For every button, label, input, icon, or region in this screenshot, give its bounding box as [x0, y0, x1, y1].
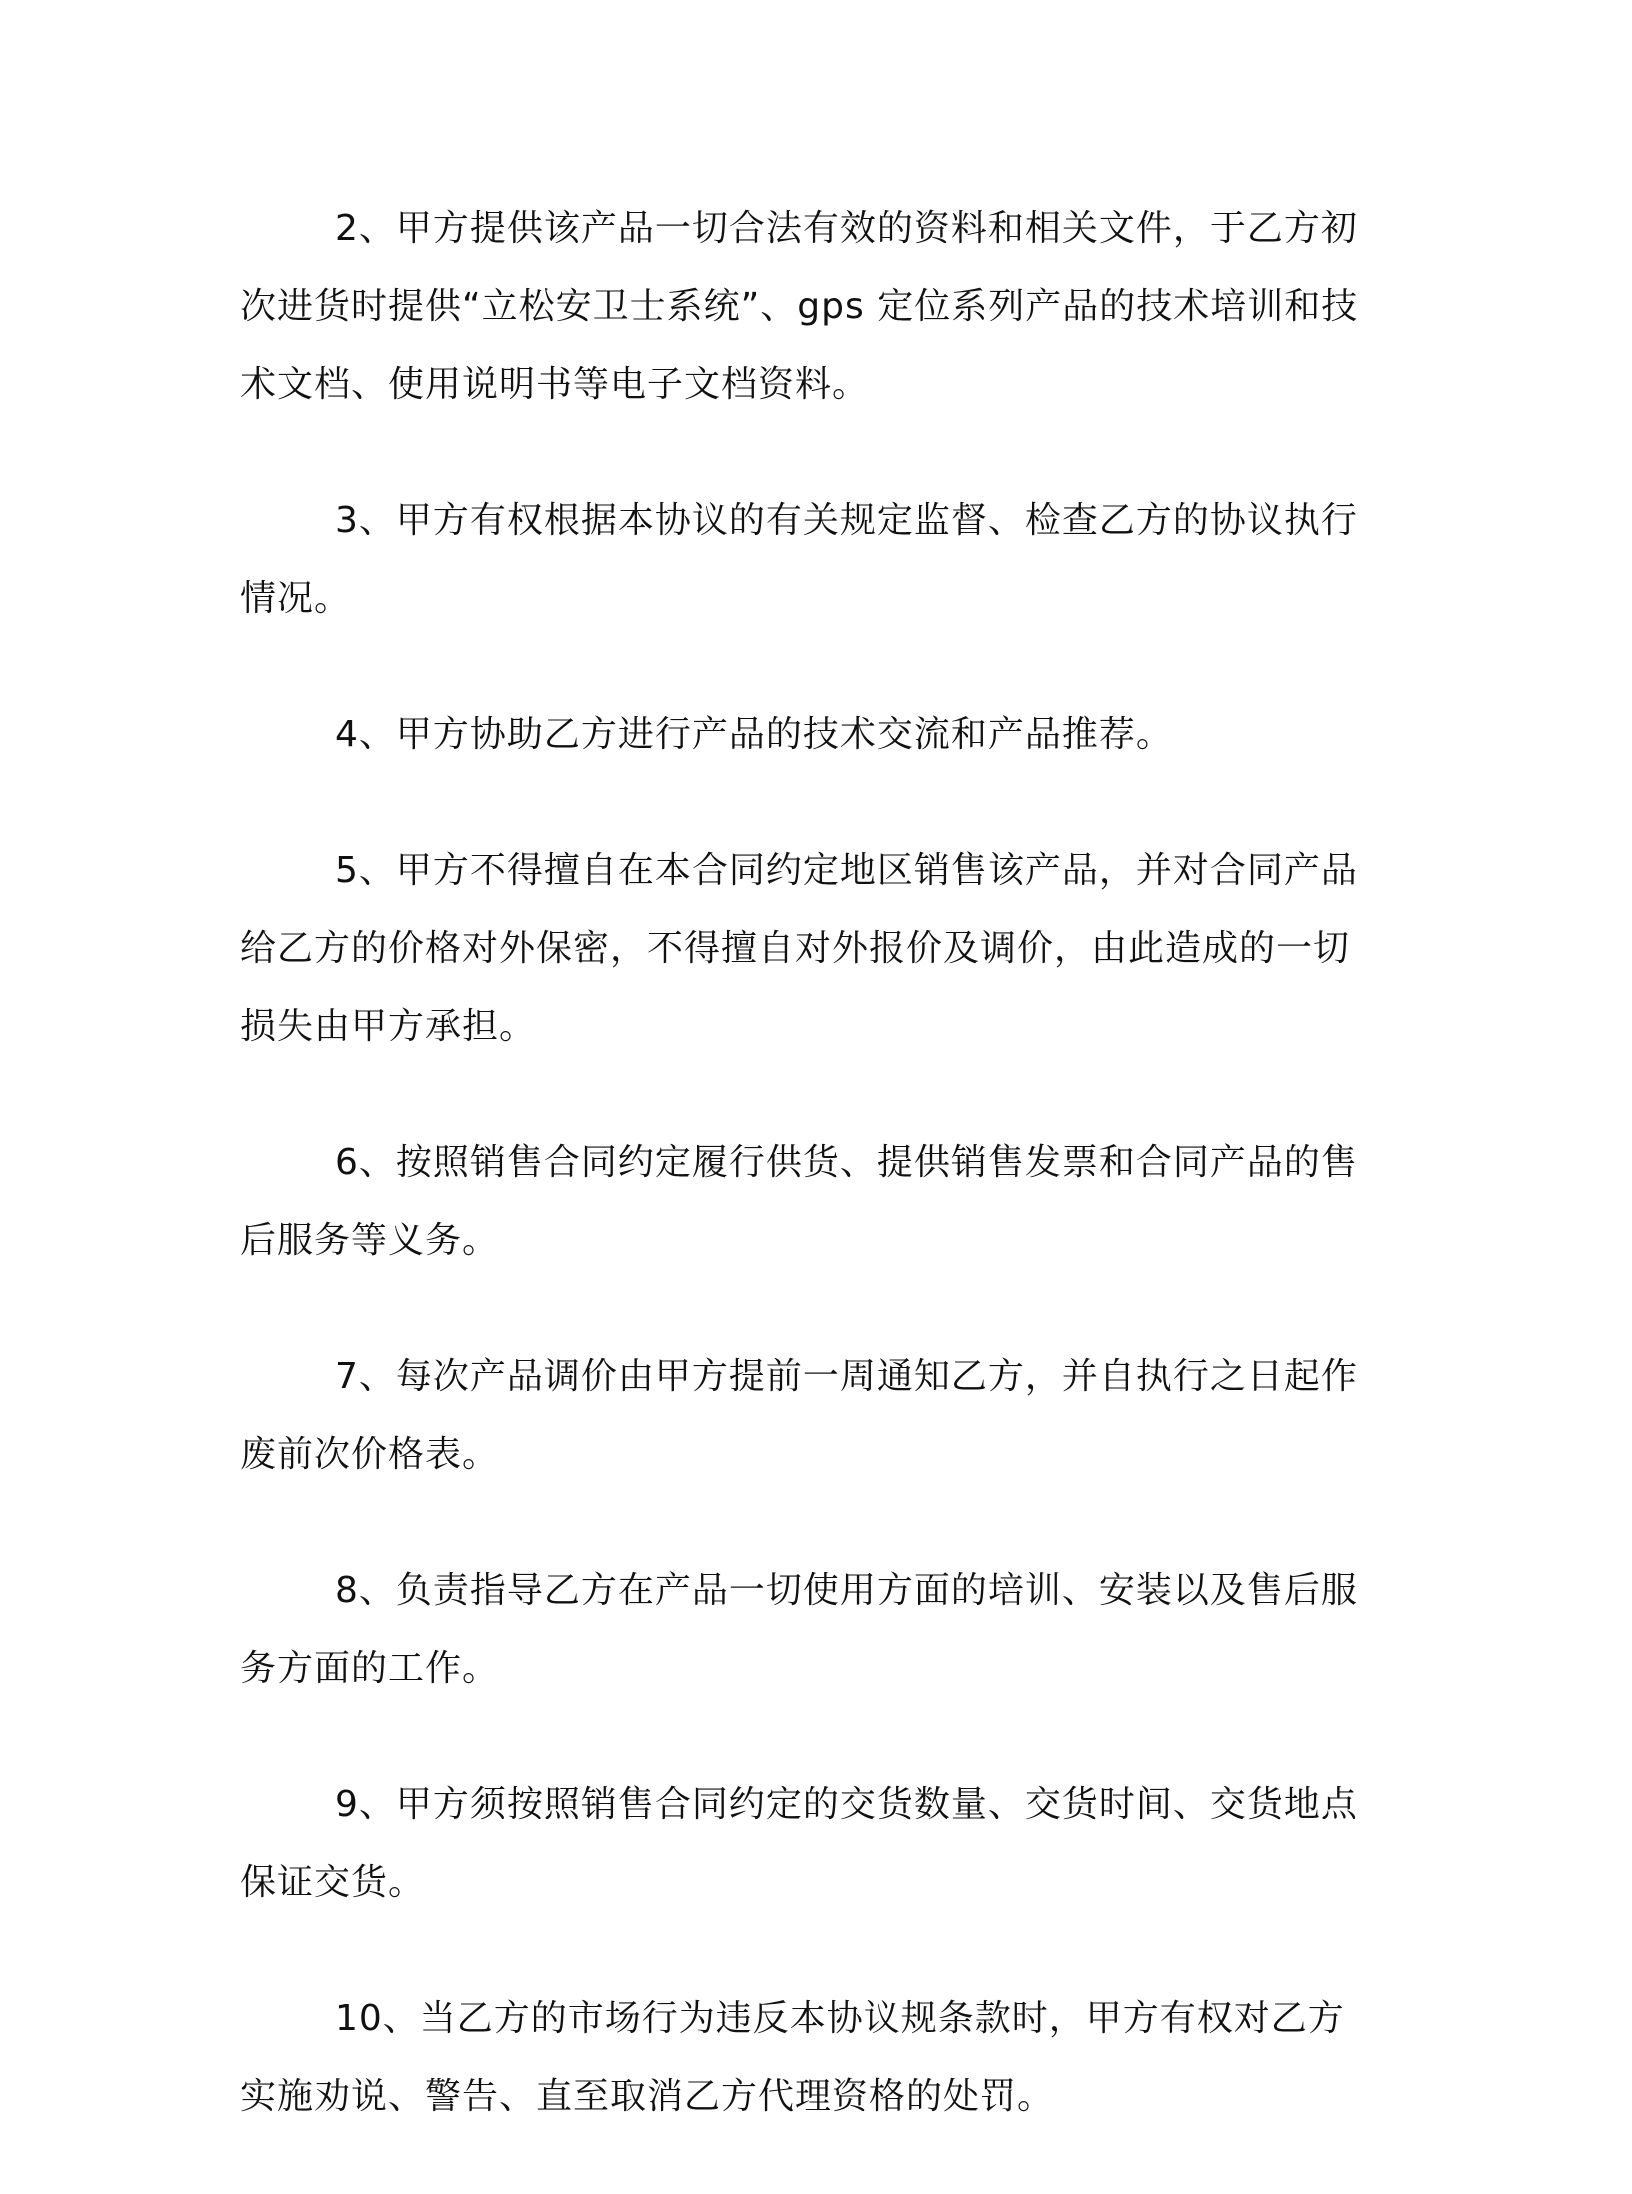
clause-8: 8、负责指导乙方在产品一切使用方面的培训、安装以及售后服务方面的工作。 [240, 1570, 1358, 1689]
clause-5: 5、甲方不得擅自在本合同约定地区销售该产品，并对合同产品给乙方的价格对外保密，不得擅自对外报价及调价，由此造成的一切损失由甲方承担。 [240, 850, 1358, 1047]
clause-4: 4、甲方协助乙方进行产品的技术交流和产品推荐。 [335, 714, 1173, 755]
clause-7: 7、每次产品调价由甲方提前一周通知乙方，并自执行之日起作废前次价格表。 [240, 1356, 1358, 1475]
clause-2: 2、甲方提供该产品一切合法有效的资料和相关文件，于乙方初次进货时提供“立松安卫士系统”、gps 定位系列产品的技术培训和技术文档、使用说明书等电子文档资料。 [240, 208, 1359, 405]
clause-10: 10、当乙方的市场行为违反本协议规条款时，甲方有权对乙方实施劝说、警告、直至取消乙方代理资格的处罚。 [240, 1998, 1345, 2117]
clause-6: 6、按照销售合同约定履行供货、提供销售发票和合同产品的售后服务等义务。 [240, 1142, 1358, 1261]
clause-9: 9、甲方须按照销售合同约定的交货数量、交货时间、交货地点保证交货。 [240, 1784, 1358, 1903]
clause-3: 3、甲方有权根据本协议的有关规定监督、检查乙方的协议执行情况。 [240, 500, 1358, 619]
document-body [240, 190, 1380, 2194]
